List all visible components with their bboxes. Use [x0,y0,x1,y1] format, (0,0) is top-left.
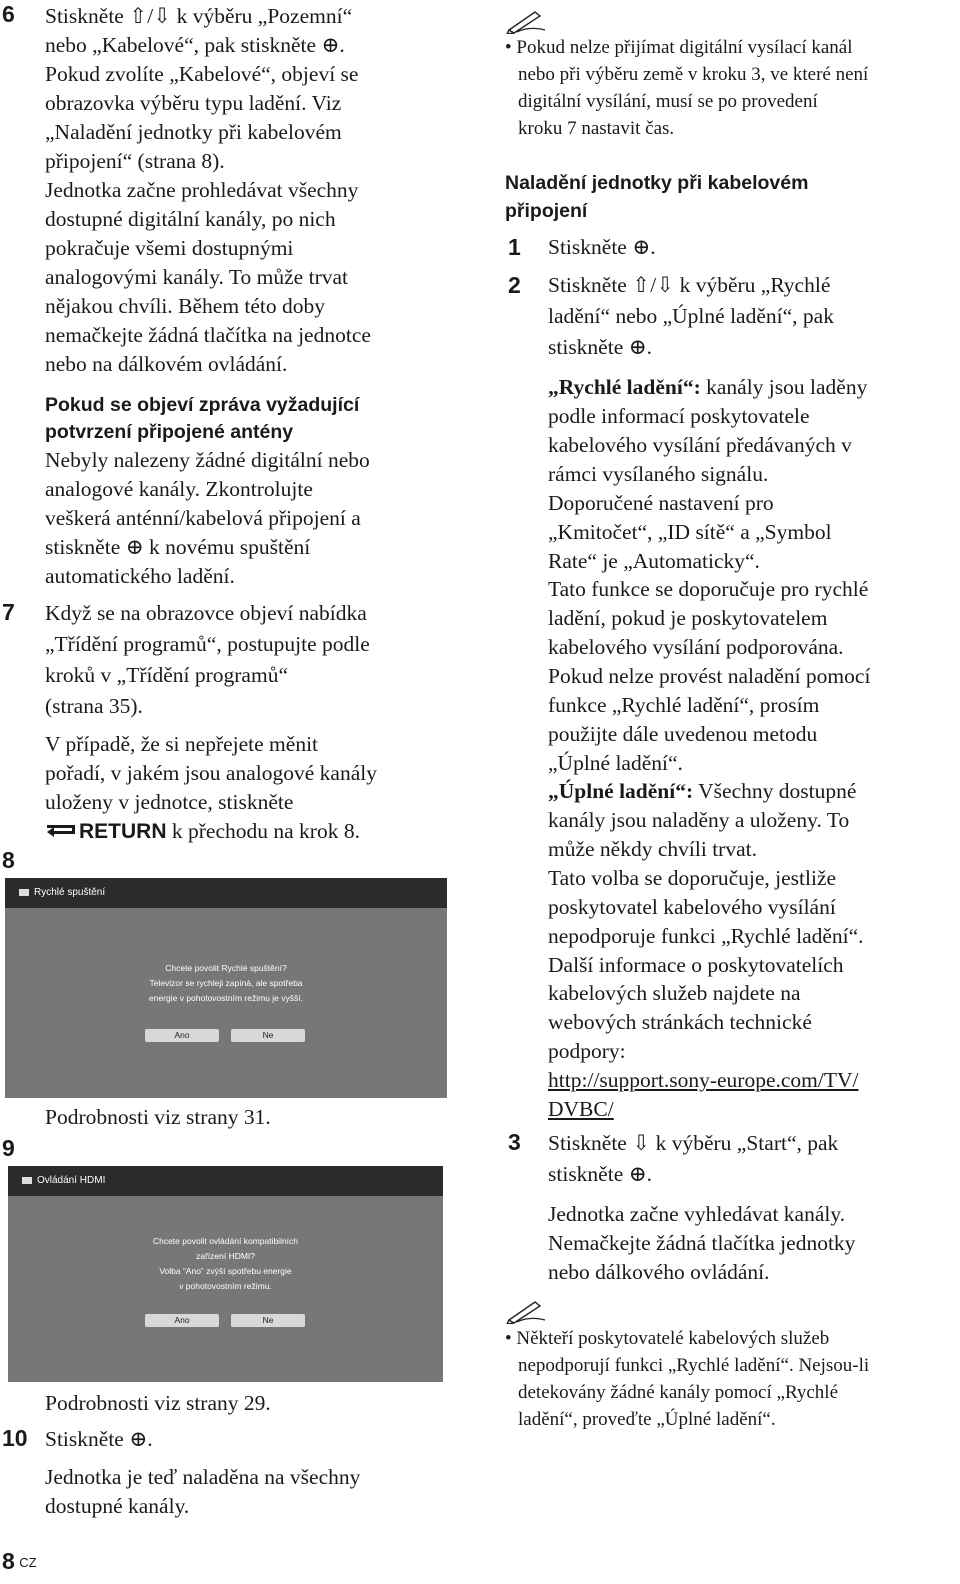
yes-button[interactable]: Ano [145,1029,219,1042]
yes-button[interactable]: Ano [145,1314,219,1327]
text-line: digitální vysílání, musí se po provedení [518,91,818,112]
text-line: • Pokud nelze přijímat digitální vysílací kanál [505,37,853,58]
message-line: v pohotovostním režimu. [179,1281,272,1291]
text-line: analogové kanály. Zkontrolujte [45,477,313,501]
text-line: Tato volba se doporučuje, jestliže [548,865,837,890]
text-line: nebo na dálkovém ovládání. [45,352,288,376]
text-line: kanály jsou naladěny a uloženy. To [548,808,850,832]
text-line: obrazovka výběru typu ladění. Viz [45,91,342,115]
step-6-heading: Pokud se objeví zpráva vyžadující [45,394,360,416]
text-line: nepodporují funkci „Rychlé ladění“. Nejsou-li [518,1355,870,1376]
text-line: webových stránkách technické [548,1010,812,1035]
note-pencil-icon [505,8,549,34]
text-line: stiskněte ⊕ k novému spuštění [45,535,311,559]
text-line: „Kmitočet“, „ID sítě“ a „Symbol [548,519,832,544]
step-number: 2 [508,272,521,298]
text-line: „Třídění programů“, postupujte podle [45,632,370,656]
text-line: může někdy chvíli trvat. [548,836,757,861]
section-heading: Naladění jednotky při kabelovém [505,172,809,194]
step-number: 10 [2,1425,28,1451]
text-line: „Úplné ladění“. [548,750,683,775]
screen-title-bar [5,878,447,908]
text-line: „Naladění jednotky při kabelovém [45,120,342,144]
text-line: V případě, že si nepřejete měnit [45,732,319,756]
text-line: poskytovatel kabelového vysílání [548,894,836,919]
text-line: (strana 35). [45,694,143,718]
text-line: dostupné digitální kanály, po nich [45,207,336,231]
return-suffix: k přechodu na krok 8. [166,819,360,843]
text-line: • Někteří poskytovatelé kabelových služeb [505,1328,830,1349]
term: „Úplné ladění“: [548,779,694,803]
text-line: Stiskněte ⇩ k výběru „Start“, pak [548,1131,839,1155]
no-button[interactable]: Ne [231,1314,305,1327]
return-icon [45,822,79,840]
text-line: kabelového vysílání předávaných v [548,432,852,457]
page-number: 8 [2,1548,15,1574]
screen-message [8,1234,443,1294]
no-button[interactable]: Ne [231,1029,305,1042]
hdmi-control-screen [8,1166,443,1382]
text-line: dostupné kanály. [45,1494,190,1518]
text-line: kabelových služeb najdete na [548,981,801,1006]
screen-title: Rychlé spuštění [34,887,106,898]
text-line: podpory: [548,1039,626,1064]
text-line: pokračuje všemi dostupnými [45,236,294,260]
step-number: 3 [508,1129,521,1155]
screen-message [5,961,447,1006]
text-line: připojení“ (strana 8). [45,149,225,173]
screen-title-bar [8,1166,443,1196]
return-word: RETURN [79,820,167,843]
text-line: Stiskněte ⇧/⇩ k výběru „Pozemní“ [45,4,353,28]
toolbox-icon [19,889,29,896]
term-description: kanály jsou laděny [700,375,868,399]
text-line: Pokud zvolíte „Kabelové“, objeví se [45,62,359,86]
text-line: kroků v „Třídění programů“ [45,663,288,687]
text-line: kroku 7 nastavit čas. [518,118,675,139]
text-line: Nebyly nalezeny žádné digitální nebo [45,448,370,472]
term-description: Všechny dostupné [693,779,857,803]
language-code: CZ [19,1555,37,1570]
note-pencil-icon [505,1298,549,1324]
quick-tuning-definition [548,373,867,402]
text-line: veškerá anténní/kabelová připojení a [45,506,361,530]
text-line: nebo dálkového ovládání. [548,1260,770,1284]
text-line: nebo „Kabelové“, pak stiskněte ⊕. [45,33,345,57]
return-line [45,817,360,847]
screen-title: Ovládání HDMI [37,1175,106,1186]
section-heading: připojení [505,200,588,222]
quick-start-screen [5,878,447,1098]
text-line: Jednotka je teď naladěna na všechny [45,1465,361,1489]
text-line: uloženy v jednotce, stiskněte [45,790,294,814]
step-number: 7 [2,599,15,625]
text-line: stiskněte ⊕. [548,335,653,359]
text-line: Jednotka začne prohledávat všechny [45,178,359,202]
message-line: energie v pohotovostním režimu je vyšší. [148,993,303,1003]
message-line: Televizor se rychleji zapíná, ale spotřeba [149,978,303,988]
message-line: zařízení HDMI? [195,1251,256,1261]
text-line: ladění, pokud je poskytovatelem [548,606,828,631]
step-1-line: Stiskněte ⊕. [548,235,656,259]
text-line: Když se na obrazovce objeví nabídka [45,601,367,625]
step-number: 1 [508,234,521,260]
text-line: Tato funkce se doporučuje pro rychlé [548,577,869,602]
text-line: nepodporuje funkci „Rychlé ladění“. [548,923,864,948]
step-10-line: Stiskněte ⊕. [45,1427,153,1451]
text-line: Doporučené nastavení pro [548,490,774,515]
text-line: pořadí, v jakém jsou analogové kanály [45,761,377,785]
caption: Podrobnosti viz strany 29. [45,1391,271,1415]
caption: Podrobnosti viz strany 31. [45,1105,271,1129]
text-line: nějakou chvíli. Během této doby [45,294,326,318]
text-line: ladění“, proveďte „Úplné ladění“. [518,1409,776,1430]
text-line: funkce „Rychlé ladění“, prosím [548,693,820,717]
text-line: automatického ladění. [45,564,235,588]
term: „Rychlé ladění“: [548,375,701,399]
page-footer [2,1548,37,1575]
text-line: analogovými kanály. To může trvat [45,265,348,289]
support-link[interactable]: DVBC/ [548,1097,614,1121]
message-line: Volba “Ano” zvýší spotřebu energie [159,1266,292,1276]
step-6-heading: potvrzení připojené antény [45,421,294,443]
step-number: 9 [2,1135,15,1161]
text-line: Jednotka začne vyhledávat kanály. [548,1202,846,1226]
text-line: podle informací poskytovatele [548,404,810,428]
support-link[interactable]: http://support.sony-europe.com/TV/ [548,1068,859,1092]
text-line: kabelového vysílání podporována. [548,635,844,660]
text-line: nebo při výběru země v kroku 3, ve které není [518,64,869,85]
message-line: Chcete povolit Rychlé spuštění? [165,963,287,973]
text-line: rámci vysílaného signálu. [548,461,769,486]
text-line: stiskněte ⊕. [548,1162,653,1186]
text-line: Další informace o poskytovatelích [548,952,844,977]
step-number: 6 [2,1,15,27]
text-line: Stiskněte ⇧/⇩ k výběru „Rychlé [548,273,831,297]
text-line: použijte dále uvedenou metodu [548,721,818,746]
text-line: Pokud nelze provést naladění pomocí [548,664,871,689]
text-line: Rate“ je „Automaticky“. [548,548,760,573]
toolbox-icon [22,1177,32,1184]
full-tuning-definition [548,777,856,806]
step-number: 8 [2,847,15,873]
message-line: Chcete povolit ovládání kompatibilních [152,1236,299,1246]
text-line: nemačkejte žádná tlačítka na jednotce [45,323,371,347]
text-line: detekovány žádné kanály pomocí „Rychlé [518,1382,839,1403]
text-line: Nemačkejte žádná tlačítka jednotky [548,1231,856,1255]
text-line: ladění“ nebo „Úplné ladění“, pak [548,304,834,328]
